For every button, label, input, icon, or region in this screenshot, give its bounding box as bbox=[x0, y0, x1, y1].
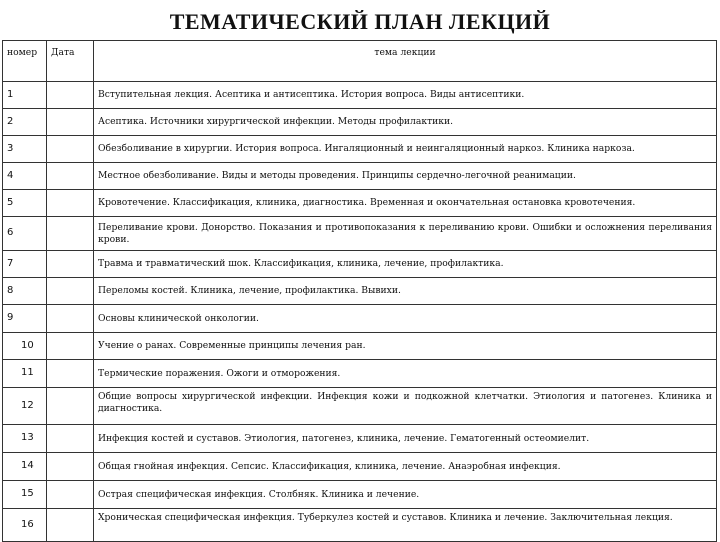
lecture-topic: Основы клинической онкологии. bbox=[94, 305, 717, 333]
lecture-number: 14 bbox=[3, 453, 47, 481]
lecture-number: 12 bbox=[3, 388, 47, 425]
lecture-topic: Вступительная лекция. Асептика и антисептика. История вопроса. Виды антисептики. bbox=[94, 82, 717, 109]
table-row bbox=[3, 278, 717, 305]
lecture-topic: Местное обезболивание. Виды и методы проведения. Принципы сердечно-легочной реанимации. bbox=[94, 163, 717, 190]
column-header-number: номер bbox=[3, 41, 47, 82]
lecture-date bbox=[47, 481, 94, 509]
table-row bbox=[3, 305, 717, 333]
table-row bbox=[3, 163, 717, 190]
lecture-topic: Общая гнойная инфекция. Сепсис. Классификация, клиника, лечение. Анаэробная инфекция. bbox=[94, 453, 717, 481]
lecture-topic: Хроническая специфическая инфекция. Туберкулез костей и суставов. Клиника и лечение. Заключительная лекция. bbox=[94, 509, 717, 542]
column-header-date: Дата bbox=[47, 41, 94, 82]
lecture-number: 4 bbox=[3, 163, 47, 190]
lecture-date bbox=[47, 190, 94, 217]
lecture-date bbox=[47, 425, 94, 453]
table-row bbox=[3, 425, 717, 453]
lecture-number: 7 bbox=[3, 251, 47, 278]
lecture-topic: Травма и травматический шок. Классификация, клиника, лечение, профилактика. bbox=[94, 251, 717, 278]
table-row bbox=[3, 217, 717, 251]
lecture-number: 2 bbox=[3, 109, 47, 136]
lecture-number: 10 bbox=[3, 333, 47, 360]
lecture-date bbox=[47, 217, 94, 251]
table-row bbox=[3, 360, 717, 388]
lecture-topic: Обезболивание в хирургии. История вопроса. Ингаляционный и неингаляционный наркоз. Клиника наркоза. bbox=[94, 136, 717, 163]
lecture-topic: Термические поражения. Ожоги и отморожения. bbox=[94, 360, 717, 388]
lecture-date bbox=[47, 163, 94, 190]
table-row bbox=[3, 333, 717, 360]
table-row bbox=[3, 388, 717, 425]
table-row bbox=[3, 251, 717, 278]
lecture-date bbox=[47, 251, 94, 278]
lecture-date bbox=[47, 82, 94, 109]
lecture-topic: Переломы костей. Клиника, лечение, профилактика. Вывихи. bbox=[94, 278, 717, 305]
lecture-date bbox=[47, 360, 94, 388]
lecture-date bbox=[47, 453, 94, 481]
lecture-topic: Общие вопросы хирургической инфекции. Инфекция кожи и подкожной клетчатки. Этиология и патогенез. Клиника и диагностика. bbox=[94, 388, 717, 425]
lecture-date bbox=[47, 333, 94, 360]
lecture-number: 16 bbox=[3, 509, 47, 542]
table-header-row bbox=[3, 41, 717, 82]
table-row bbox=[3, 136, 717, 163]
lecture-number: 15 bbox=[3, 481, 47, 509]
lecture-number: 1 bbox=[3, 82, 47, 109]
lecture-topic: Асептика. Источники хирургической инфекции. Методы профилактики. bbox=[94, 109, 717, 136]
table-row bbox=[3, 82, 717, 109]
lecture-date bbox=[47, 305, 94, 333]
lecture-number: 11 bbox=[3, 360, 47, 388]
table-row bbox=[3, 190, 717, 217]
lecture-topic: Острая специфическая инфекция. Столбняк. Клиника и лечение. bbox=[94, 481, 717, 509]
table-row bbox=[3, 453, 717, 481]
lecture-plan-table bbox=[2, 40, 717, 542]
lecture-topic: Кровотечение. Классификация, клиника, диагностика. Временная и окончательная остановка кровотечения. bbox=[94, 190, 717, 217]
lecture-number: 13 bbox=[3, 425, 47, 453]
lecture-number: 3 bbox=[3, 136, 47, 163]
table-row bbox=[3, 109, 717, 136]
lecture-date bbox=[47, 388, 94, 425]
column-header-topic: тема лекции bbox=[94, 41, 717, 82]
lecture-number: 6 bbox=[3, 217, 47, 251]
table-row bbox=[3, 509, 717, 542]
lecture-date bbox=[47, 509, 94, 542]
table-row bbox=[3, 481, 717, 509]
lecture-number: 5 bbox=[3, 190, 47, 217]
lecture-topic: Учение о ранах. Современные принципы лечения ран. bbox=[94, 333, 717, 360]
lecture-number: 9 bbox=[3, 305, 47, 333]
lecture-date bbox=[47, 278, 94, 305]
lecture-date bbox=[47, 136, 94, 163]
lecture-date bbox=[47, 109, 94, 136]
lecture-topic: Переливание крови. Донорство. Показания и противопоказания к переливанию крови. Ошибки и осложнения переливания крови. bbox=[94, 217, 717, 251]
lecture-number: 8 bbox=[3, 278, 47, 305]
page-title: ТЕМАТИЧЕСКИЙ ПЛАН ЛЕКЦИЙ bbox=[169, 9, 551, 34]
lecture-topic: Инфекция костей и суставов. Этиология, патогенез, клиника, лечение. Гематогенный остеомиелит. bbox=[94, 425, 717, 453]
